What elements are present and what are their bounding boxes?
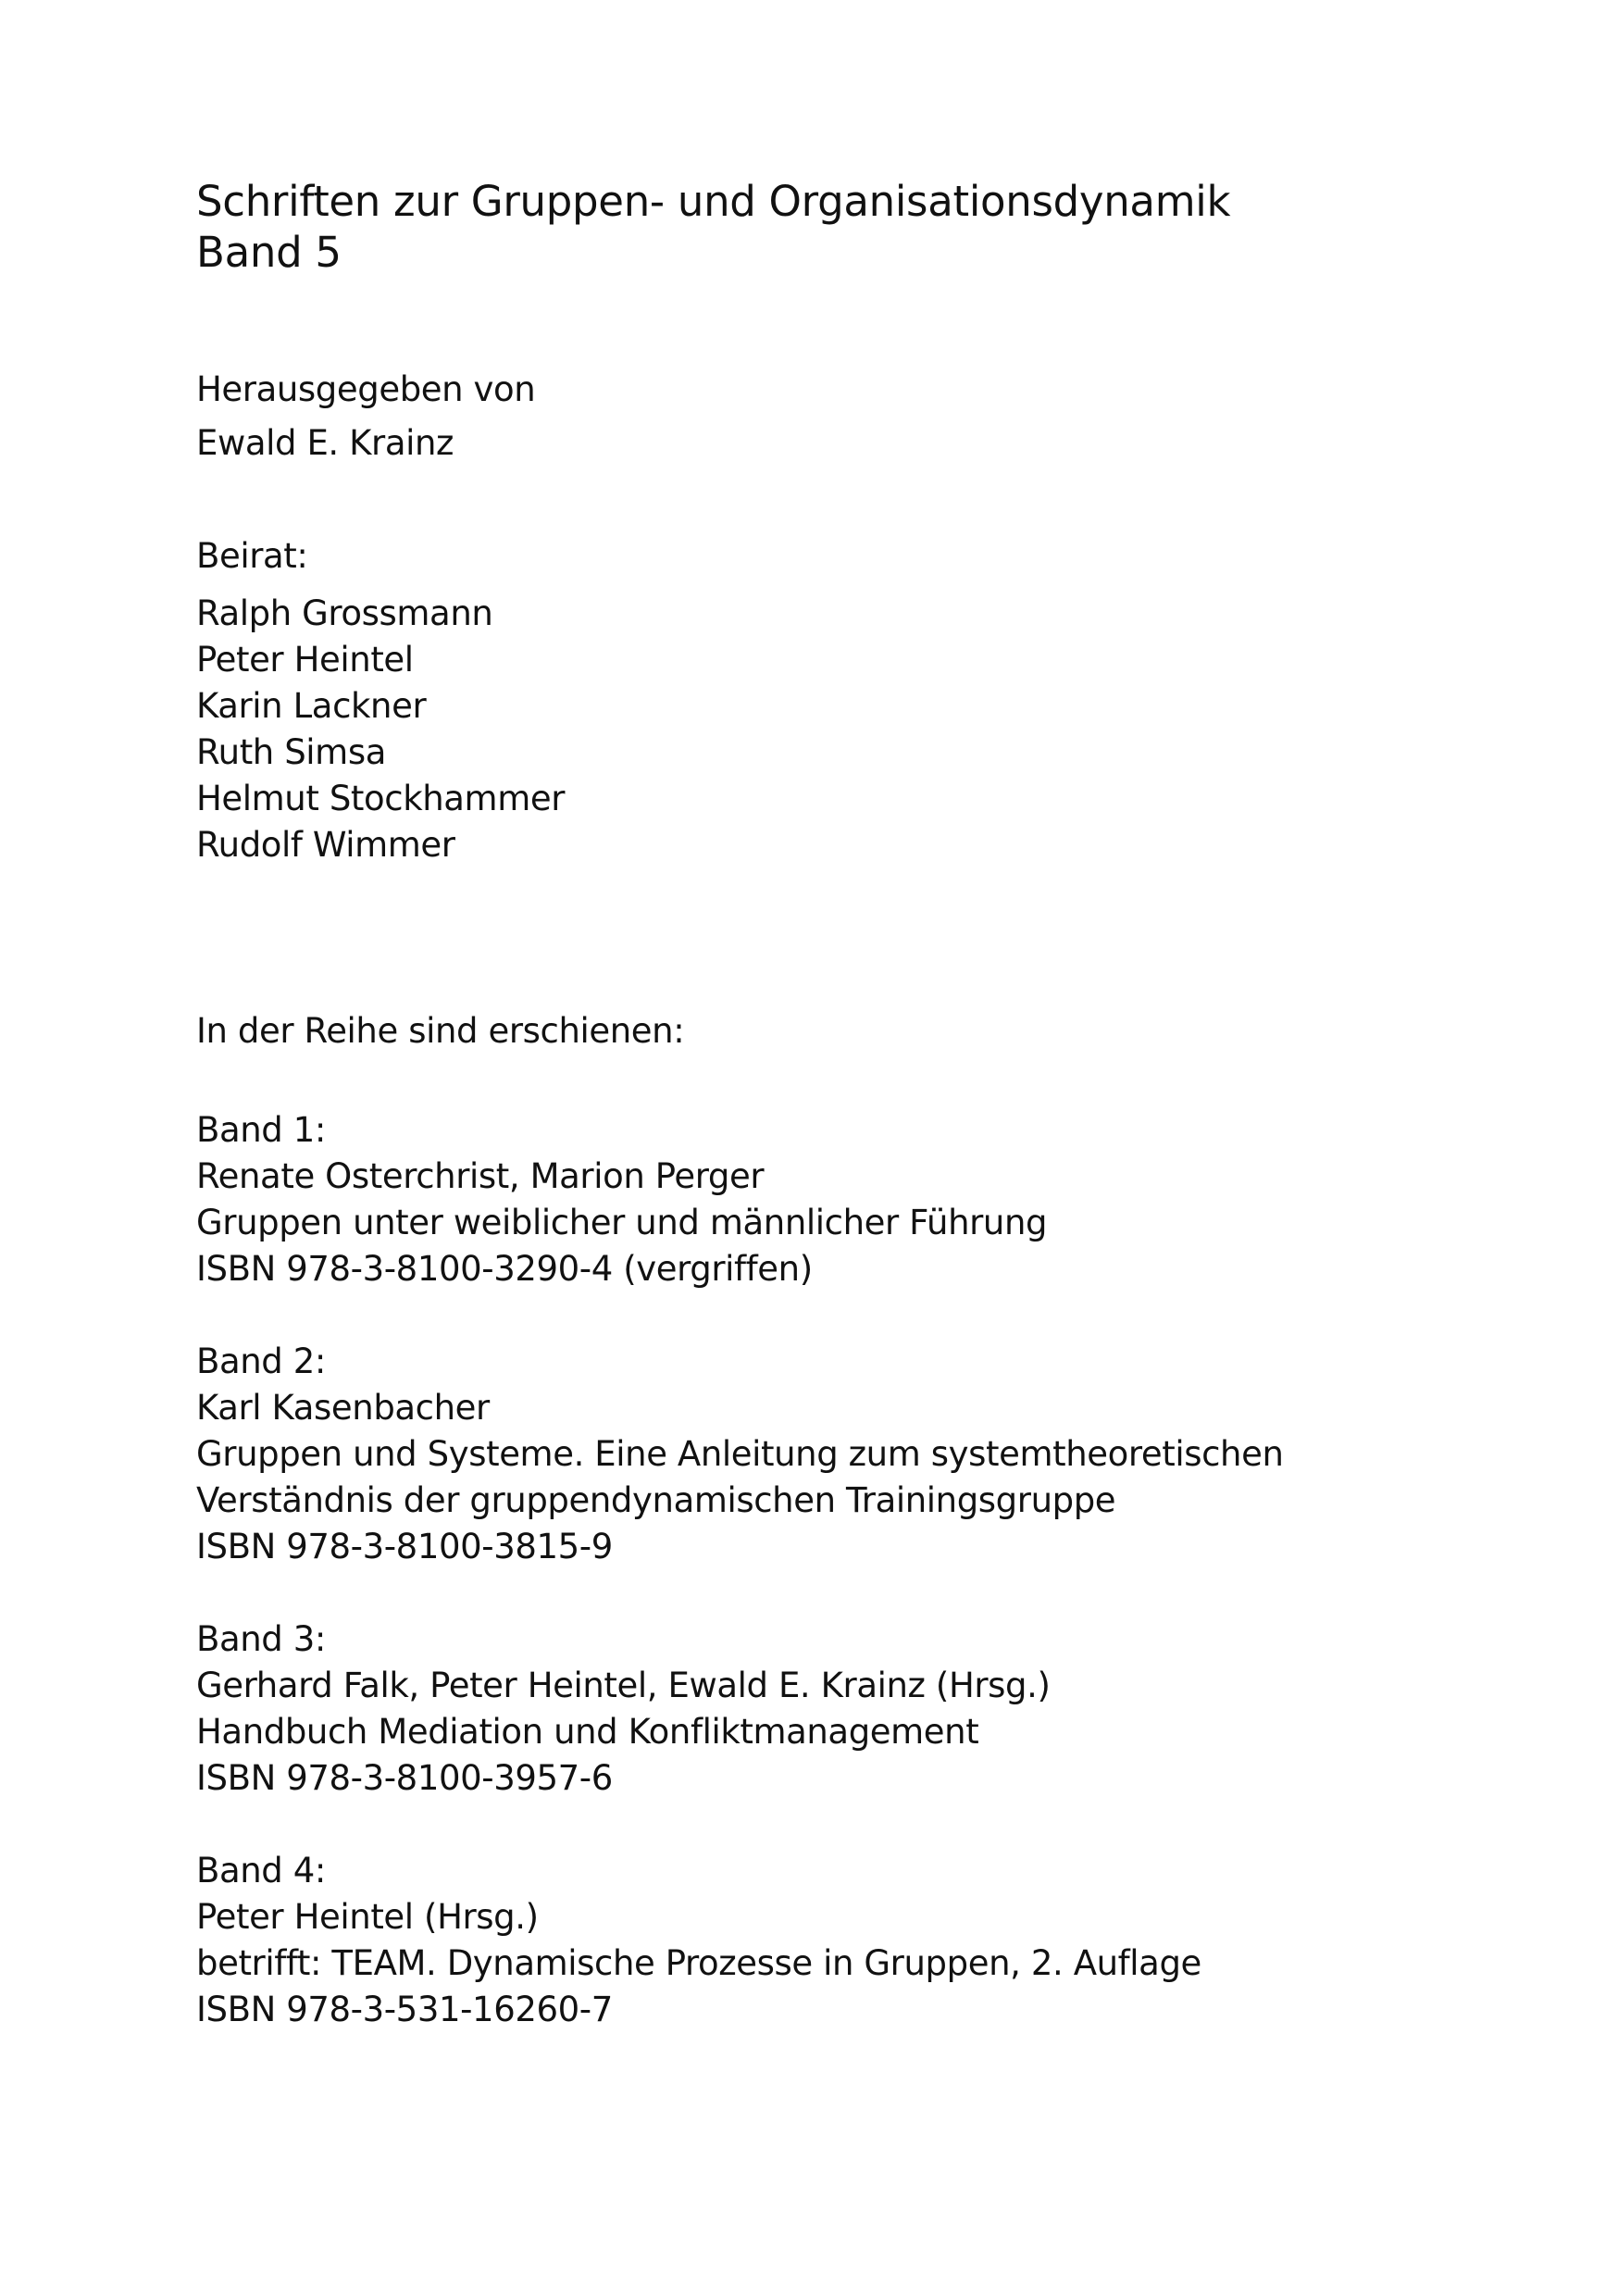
volume-isbn: ISBN 978-3-8100-3957-6 <box>196 1758 613 1798</box>
volume-entry <box>196 1848 1284 2033</box>
volume-isbn: ISBN 978-3-8100-3290-4 (vergriffen) <box>196 1249 813 1289</box>
volume-isbn: ISBN 978-3-531-16260-7 <box>196 1990 613 2029</box>
volume-title: Handbuch Mediation und Konfliktmanagement <box>196 1712 979 1752</box>
advisory-board-list <box>196 591 565 868</box>
board-member: Rudolf Wimmer <box>196 825 455 865</box>
volume-list <box>196 1107 1284 2079</box>
volume-entry <box>196 1339 1284 1570</box>
volume-authors: Renate Osterchrist, Marion Perger <box>196 1156 765 1196</box>
volume-number: Band 2: <box>196 1341 326 1381</box>
volume-authors: Karl Kasenbacher <box>196 1388 490 1428</box>
board-member: Ruth Simsa <box>196 732 386 772</box>
volume-authors: Gerhard Falk, Peter Heintel, Ewald E. Krainz (Hrsg.) <box>196 1666 1051 1705</box>
editor-label: Herausgegeben von <box>196 369 536 409</box>
series-volume: Band 5 <box>196 228 342 277</box>
published-intro: In der Reihe sind erschienen: <box>196 1011 685 1051</box>
volume-title: betrifft: TEAM. Dynamische Prozesse in Gruppen, 2. Auflage <box>196 1943 1201 1983</box>
volume-title: Gruppen unter weiblicher und männlicher Führung <box>196 1203 1048 1242</box>
volume-authors: Peter Heintel (Hrsg.) <box>196 1897 539 1937</box>
editor-name: Ewald E. Krainz <box>196 423 454 463</box>
board-member: Helmut Stockhammer <box>196 779 566 818</box>
editor-block <box>196 363 535 470</box>
board-member: Karin Lackner <box>196 686 427 726</box>
volume-entry <box>196 1616 1284 1802</box>
volume-isbn: ISBN 978-3-8100-3815-9 <box>196 1527 613 1566</box>
volume-title: Verständnis der gruppendynamischen Trainingsgruppe <box>196 1480 1116 1520</box>
board-member: Ralph Grossmann <box>196 593 493 633</box>
volume-title: Gruppen und Systeme. Eine Anleitung zum systemtheoretischen <box>196 1434 1284 1474</box>
series-heading <box>196 176 1230 278</box>
volume-number: Band 1: <box>196 1110 326 1150</box>
volume-number: Band 4: <box>196 1851 326 1890</box>
volume-entry <box>196 1107 1284 1292</box>
volume-number: Band 3: <box>196 1619 326 1659</box>
series-title: Schriften zur Gruppen- und Organisationsdynamik <box>196 177 1231 226</box>
board-member: Peter Heintel <box>196 640 414 680</box>
advisory-board-label: Beirat: <box>196 536 308 576</box>
